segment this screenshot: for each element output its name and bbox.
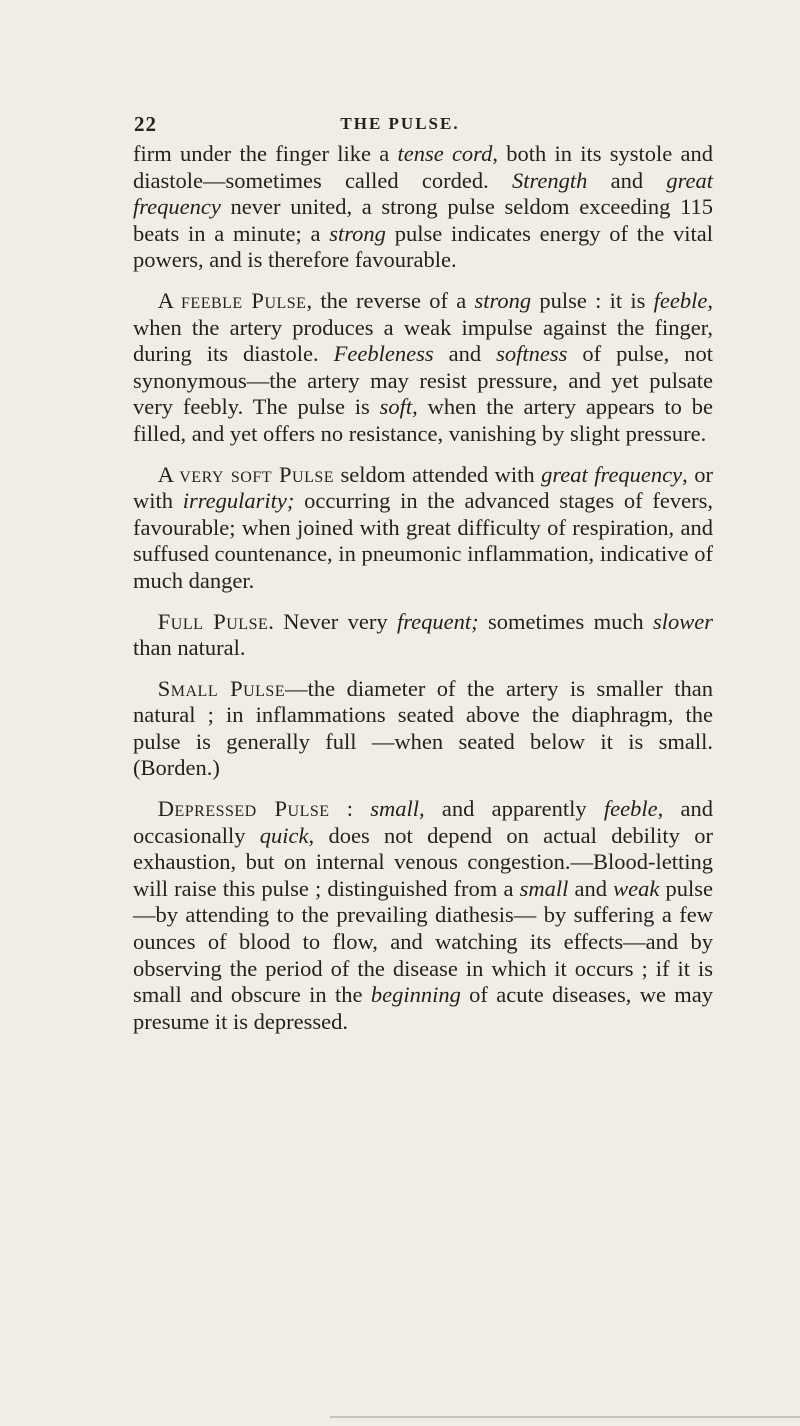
- text-run: pulse—by attending to the prevailing diathesis— by suffering a few ounces of blood to flow, and watching its effects—and by observing the period of the disease in which it occurs ; if it is small and obscure in the: [133, 875, 713, 1008]
- text-run: seldom attended with: [334, 461, 542, 487]
- small-caps-run: Small Pulse: [157, 675, 286, 701]
- paragraph-feeble-pulse: [133, 288, 713, 448]
- running-head: THE PULSE.: [340, 114, 460, 133]
- small-caps-run: Pulse: [242, 287, 307, 313]
- body-text: [133, 141, 713, 1035]
- text-run: , and occasionally: [133, 796, 713, 848]
- italic-run: small,: [370, 796, 425, 822]
- text-run: , both in its systole and diastole—sometimes called corded.: [133, 141, 714, 193]
- italic-run: frequent;: [396, 608, 479, 634]
- page-header: [0, 112, 800, 142]
- text-run: of acute diseases, we may presume it is depressed.: [133, 982, 713, 1034]
- paragraph-full-pulse: [133, 609, 713, 662]
- text-run: and: [587, 167, 667, 193]
- text-run: never united, a strong pulse seldom exceeding 115 beats in a minute; a: [133, 194, 713, 246]
- text-run: pulse indicates energy of the vital powers, and is therefore favourable.: [133, 220, 713, 273]
- text-run: :: [329, 796, 371, 822]
- text-run: and: [568, 875, 614, 901]
- text-run: , when the artery produces a weak impulse against the finger, during its diastole.: [133, 287, 714, 367]
- paragraph-very-soft-pulse: [133, 462, 713, 595]
- paragraph-small-pulse: [133, 676, 713, 782]
- paragraph-strong-pulse: [133, 141, 713, 274]
- italic-run: Feebleness: [333, 341, 434, 367]
- text-run: of pulse, not synonymous—the artery may resist pressure, and yet pulsate very feebly. The pulse is: [133, 341, 713, 420]
- italic-run: feeble: [603, 796, 658, 822]
- small-caps-run: Depressed Pulse: [157, 796, 330, 822]
- italic-run: strong: [474, 287, 532, 313]
- italic-run: slower: [652, 608, 713, 634]
- small-caps-run: very soft Pulse: [179, 461, 335, 487]
- italic-run: weak: [613, 875, 660, 901]
- italic-run: small: [519, 875, 569, 901]
- paragraph-depressed-pulse: [133, 796, 713, 1035]
- page-edge-rule: [330, 1416, 800, 1418]
- text-run: than natural.: [133, 635, 246, 661]
- text-run: pulse : it is: [531, 287, 654, 313]
- text-run: and: [433, 341, 497, 367]
- italic-run: Strength: [511, 167, 588, 193]
- italic-run: great frequency: [541, 461, 683, 487]
- italic-run: beginning: [370, 982, 461, 1008]
- italic-run: feeble: [653, 287, 708, 313]
- text-run: , the reverse of a: [306, 287, 475, 313]
- italic-run: irregularity;: [182, 488, 295, 514]
- text-run: and apparently: [424, 796, 604, 822]
- text-run: —the diameter of the artery is smaller than natural ; in inflammations seated above the diaphragm, the pulse is generally full —when seated below it is small. (Borden.): [133, 675, 713, 781]
- text-run: A: [157, 287, 182, 313]
- italic-run: quick: [259, 822, 309, 848]
- italic-run: strong: [329, 220, 386, 246]
- page-number: 22: [134, 112, 157, 136]
- text-run: . Never very: [268, 608, 397, 634]
- text-run: firm under the finger like a: [133, 141, 398, 166]
- text-run: sometimes much: [478, 608, 653, 634]
- text-run: , or with: [133, 461, 714, 514]
- text-run: occurring in the advanced stages of fevers, favourable; when joined with great difficulty of respiration, and suffused countenance, in pneumonic inflammation, indicative of much danger.: [133, 488, 713, 593]
- italic-run: softness: [496, 341, 568, 367]
- italic-run: soft: [379, 394, 413, 420]
- italic-run: tense cord: [397, 141, 493, 166]
- text-run: , does not depend on actual debility or exhaustion, but on internal venous congestion.—Blood-letting will raise this pulse ; distinguished from a: [133, 822, 713, 901]
- italic-run: great frequency: [133, 167, 713, 220]
- small-caps-run: feeble: [181, 287, 243, 313]
- small-caps-run: Full Pulse: [157, 608, 269, 634]
- text-run: A: [157, 461, 180, 487]
- text-run: , when the artery appears to be filled, and yet offers no resistance, vanishing by slight pressure.: [133, 394, 713, 446]
